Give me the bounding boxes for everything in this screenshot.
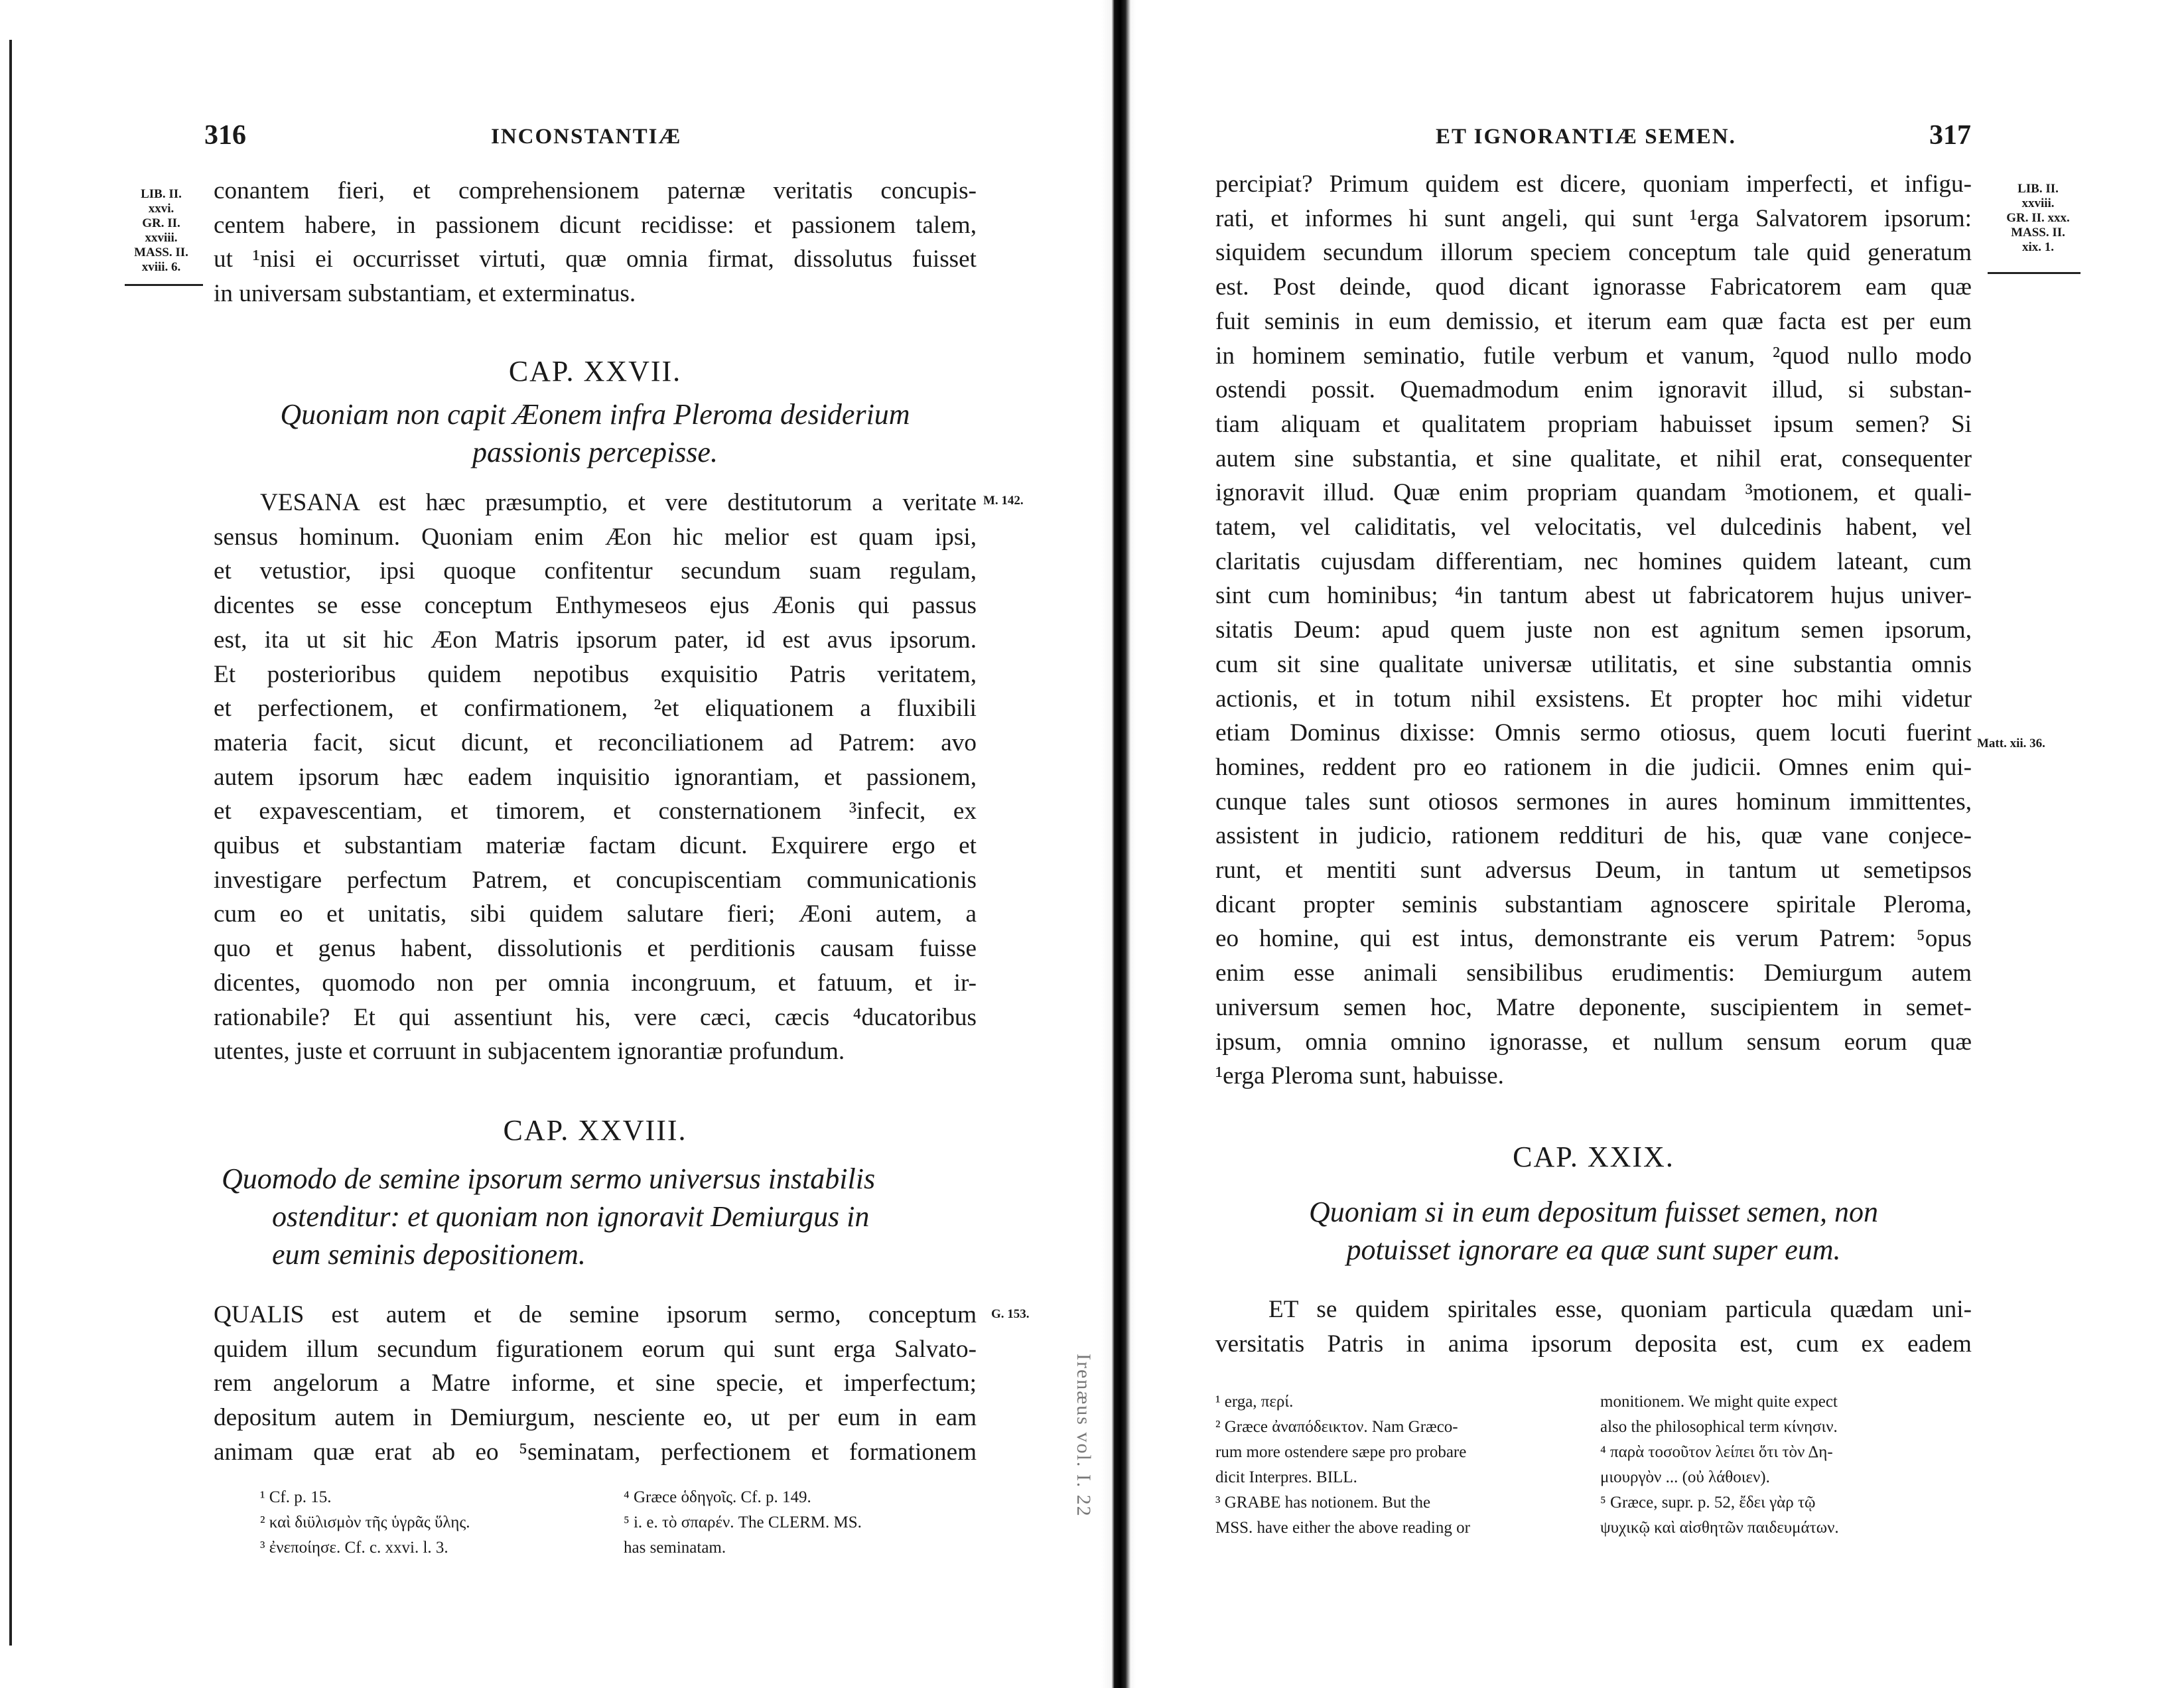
footnotes: ¹ Cf. p. 15. ² καὶ διϋλισμὸν τῆς ὑγρᾶς ὕλης. ³ ἐνεποίησε. Cf. c. xxvi. l. 3.: [260, 1488, 470, 1557]
running-head: INCONSTANTIÆ: [491, 125, 682, 149]
margin-note: LIB. II. xxviii. GR. II. xxx. MASS. II. xix. 1.: [2006, 182, 2070, 254]
chapter-caption: Quoniam si in eum depositum fuisset semen, non potuisset ignorare ea quæ sunt super eum.: [1309, 1196, 1878, 1266]
page-number: 317: [1929, 120, 1971, 151]
chapter-caption: Quoniam non capit Æonem infra Pleroma desiderium passionis percepisse.: [280, 398, 910, 468]
page-edge: [9, 40, 12, 1646]
margin-reference: M. 142.: [983, 494, 1024, 508]
margin-reference: Matt. xii. 36.: [1977, 737, 2045, 750]
margin-note: LIB. II. xxvi. GR. II. xxviii. MASS. II. xviii. 6.: [134, 187, 188, 274]
continued-text: percipiat? Primum quidem est dicere, quoniam imperfecti, et infigu- rati, et informes hi sunt angeli, qui sunt ¹erga Salvatorem ipsorum: siquidem secundum illorum speciem conceptum tale quid generatum est. Post deinde, quod dicant ignorasse Fabricatorem eam quæ fuit seminis in eum demissio, et iterum eam quæ facta est per eum in hominem seminatio, futile verbum et vanum, ²quod nullo modo ostendi possit. Quemadmodum enim ignoravit illud, si substan- tiam aliquam et qualitatem propriam habuisset ipsum semen? Si autem sine substantia, et sine qualitate, et nihil erat, consequenter ignoravit illud. Quæ enim propriam quandam ³motionem, et quali- tatem, vel caliditatis, vel velocitatis, vel dulcedinis habent, vel claritatis cujusdam differentiam, nec homines quidem lateant, cum sint cum hominibus; ⁴in tantum abest ut fabricatorem hujus univer- sitatis Deum: apud quem juste non est agnitum semen ipsorum, cum sit sine qualitate universæ utilitatis, et sine substantia omnis actionis, et in totum nihil exsistens. Et propter hoc mihi videtur etiam Dominus dixisse: Omnis sermo otiosus, quem locuti fuerint homines, reddent pro eo rationem in die judicii. Omnes enim qui- cunque tales sunt otiosos sermones in aures hominum immittentes, assistent in judicio, rationem reddituri de his, quæ vane conjece- runt, et mentiti sunt adversus Deum, in tantum ut semetipsos dicant propter seminis substantiam agnoscere spiritale Pleroma, eo homine, qui est intus, demonstrante eis verum Patrem: ⁵opus enim esse animali sensibilibus erudimentis: Demiurgum autem universum semen hoc, Matre deponente, suscipientem in semet- ipsum, omnia omnino ignorasse, et nullum sensum eorum quæ ¹erga Pleroma sunt, habuisse.: [1215, 171, 1972, 1090]
chapter-heading: CAP. XXVIII.: [503, 1114, 687, 1147]
margin-reference: G. 153.: [991, 1307, 1030, 1321]
footnotes: ⁴ Græce ὁδηγοῖς. Cf. p. 149. ⁵ i. e. τὸ σπαρέν. The CLERM. MS. has seminatam.: [624, 1488, 862, 1557]
chapter-heading: CAP. XXIX.: [1513, 1141, 1674, 1173]
right-page: [1136, 0, 2184, 1688]
page-number: 316: [204, 120, 246, 151]
chapter-28-text: QUALIS est autem et de semine ipsorum sermo, conceptum quidem illum secundum figurationem eorum qui sunt erga Salvato- rem angelorum a Matre informe, et sine specie, et imperfectum; depositum autem in Demiurgum, nesciente eo, ut per eum in eam animam quæ erat ab eo ⁵seminatam, perfectionem et formationem: [214, 1301, 977, 1466]
chapter-27-text: VESANA est hæc præsumptio, et vere destitutorum a veritate sensus hominum. Quoniam enim Æon hic melior est quam ipsi, et vetustior, ipsi quoque confitentur secundum suam regulam, dicentes se esse conceptum Enthymeseos ejus Æonis qui passus est, ita ut sit hic Æon Matris ipsorum pater, id est avus ipsorum. Et posterioribus quidem nepotibus exquisitio Patris veritatem, et perfectionem, et confirmationem, ²et eliquationem a fluxibili materia facit, sicut dicunt, et reconciliationem ad Patrem: avo autem ipsorum hæc eadem inquisitio ignorantiam, et passionem, et expavescentiam, et timorem, et consternationem ³infecit, ex quibus et substantiam materiæ factam dicunt. Exquirere ergo et investigare perfectum Patrem, et concupiscentiam communicationis cum eo et unitatis, sibi quidem salutare fieri; Æoni autem, a quo et genus habent, dissolutionis et perditionis causam fuisse dicentes, quomodo non per omnia incongruum, et fatuum, et ir- rationabile? Et qui assentiunt his, vere cæci, cæcis ⁴ducatoribus utentes, juste et corruunt in subjacentem ignorantiæ profundum.: [214, 489, 977, 1066]
intro-paragraph: conantem fieri, et comprehensionem paternæ veritatis concupis- centem habere, in passionem dicunt recidisse: et passionem talem, ut ¹nisi ei occurrisset virtuti, quæ omnia firmat, dissolutus fuisset in universam substantiam, et exterminatus.: [214, 177, 977, 308]
margin-rule: [125, 284, 203, 286]
spine-label: Irenæus vol. I. 22: [1073, 1354, 1095, 1517]
chapter-heading: CAP. XXVII.: [508, 355, 682, 387]
margin-rule: [1988, 272, 2081, 274]
footnotes: ¹ erga, περί. ² Græce ἀναπόδεικτον. Nam Græco- rum more ostendere sæpe pro probare dicit Interpres. BILL. ³ GRABE has notionem. But the MSS. have either the above reading or: [1215, 1393, 1470, 1537]
chapter-29-text: ET se quidem spiritales esse, quoniam particula quædam uni- versitatis Patris in anima ipsorum deposita est, cum ex eadem: [1215, 1296, 1972, 1358]
chapter-caption: Quomodo de semine ipsorum sermo universus instabilis ostenditur: et quoniam non ignoravit Demiurgus in eum seminis depositionem.: [222, 1162, 876, 1271]
footnotes: monitionem. We might quite expect also the philosophical term κίνησιν. ⁴ παρὰ τοσοῦτον λείπει ὅτι τὸν Δη- μιουργὸν ... (οὐ λάθοιεν). ⁵ Græce, supr. p. 52, ἔδει γὰρ τῷ ψυχικῷ καὶ αἰσθητῶν παιδευμάτων.: [1600, 1393, 1839, 1537]
book-spine: [1101, 0, 1136, 1688]
running-head: ET IGNORANTIÆ SEMEN.: [1436, 125, 1736, 149]
